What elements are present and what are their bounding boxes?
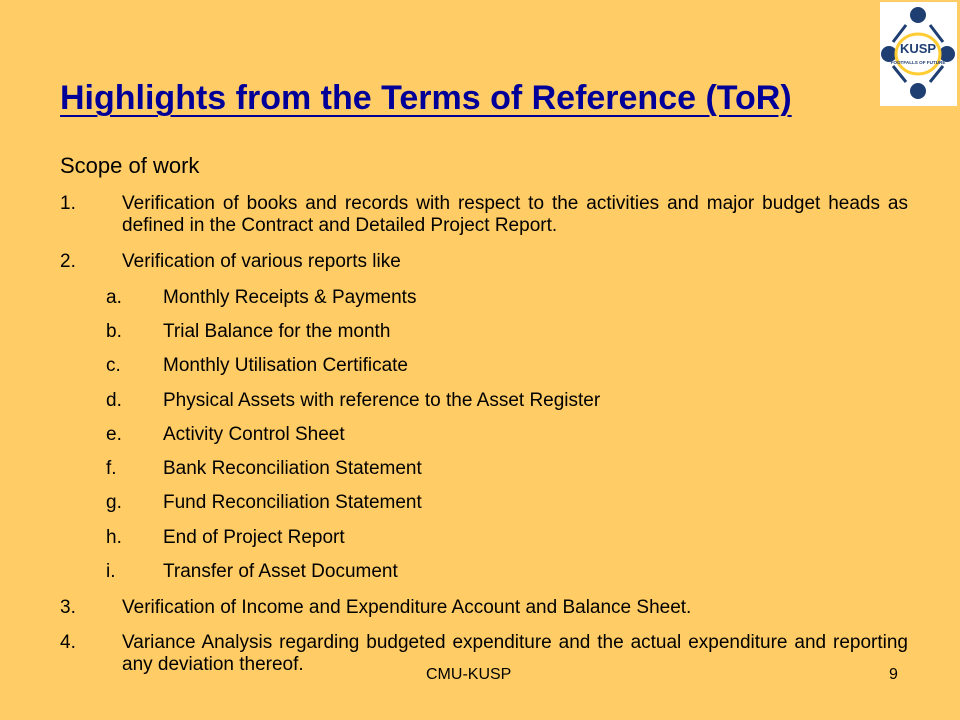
sub-marker: f.: [106, 458, 117, 479]
list-marker: 1.: [60, 193, 76, 214]
list-marker: 2.: [60, 251, 76, 272]
sub-marker: h.: [106, 527, 122, 548]
list-marker: 3.: [60, 597, 76, 618]
list-item-text: Verification of Income and Expenditure Account and Balance Sheet.: [122, 597, 692, 618]
sub-marker: d.: [106, 390, 122, 411]
sub-marker: e.: [106, 424, 122, 445]
slide-title: Highlights from the Terms of Reference (ToR): [60, 79, 792, 117]
sub-item-text: Physical Assets with reference to the Asset Register: [163, 390, 601, 411]
sub-marker: c.: [106, 355, 121, 376]
footer-label: CMU-KUSP: [426, 666, 512, 683]
slide-number: 9: [889, 666, 898, 683]
sub-item-text: Monthly Receipts & Payments: [163, 287, 417, 308]
sub-marker: b.: [106, 321, 122, 342]
logo-name: KUSP: [899, 41, 937, 56]
sub-marker: i.: [106, 561, 116, 582]
list-marker: 4.: [60, 632, 76, 653]
scope-heading: Scope of work: [60, 153, 200, 178]
sub-item-text: Bank Reconciliation Statement: [163, 458, 422, 479]
sub-item-text: Activity Control Sheet: [163, 424, 345, 445]
logo-tagline: FOOTFALLS OF FUTURE: [890, 60, 946, 65]
sub-item-text: Fund Reconciliation Statement: [163, 492, 422, 513]
list-item-text: Verification of various reports like: [122, 251, 401, 272]
list-item-text: Variance Analysis regarding budgeted expenditure and the actual expenditure and reporting any deviation thereof.: [122, 632, 908, 675]
sub-item-text: Trial Balance for the month: [163, 321, 391, 342]
sub-marker: g.: [106, 492, 122, 513]
list-item-text: Verification of books and records with respect to the activities and major budget heads as defined in the Contract and Detailed Project Report.: [122, 193, 908, 236]
sub-marker: a.: [106, 287, 122, 308]
sub-item-text: End of Project Report: [163, 527, 345, 548]
sub-item-text: Monthly Utilisation Certificate: [163, 355, 408, 376]
sub-item-text: Transfer of Asset Document: [163, 561, 398, 582]
